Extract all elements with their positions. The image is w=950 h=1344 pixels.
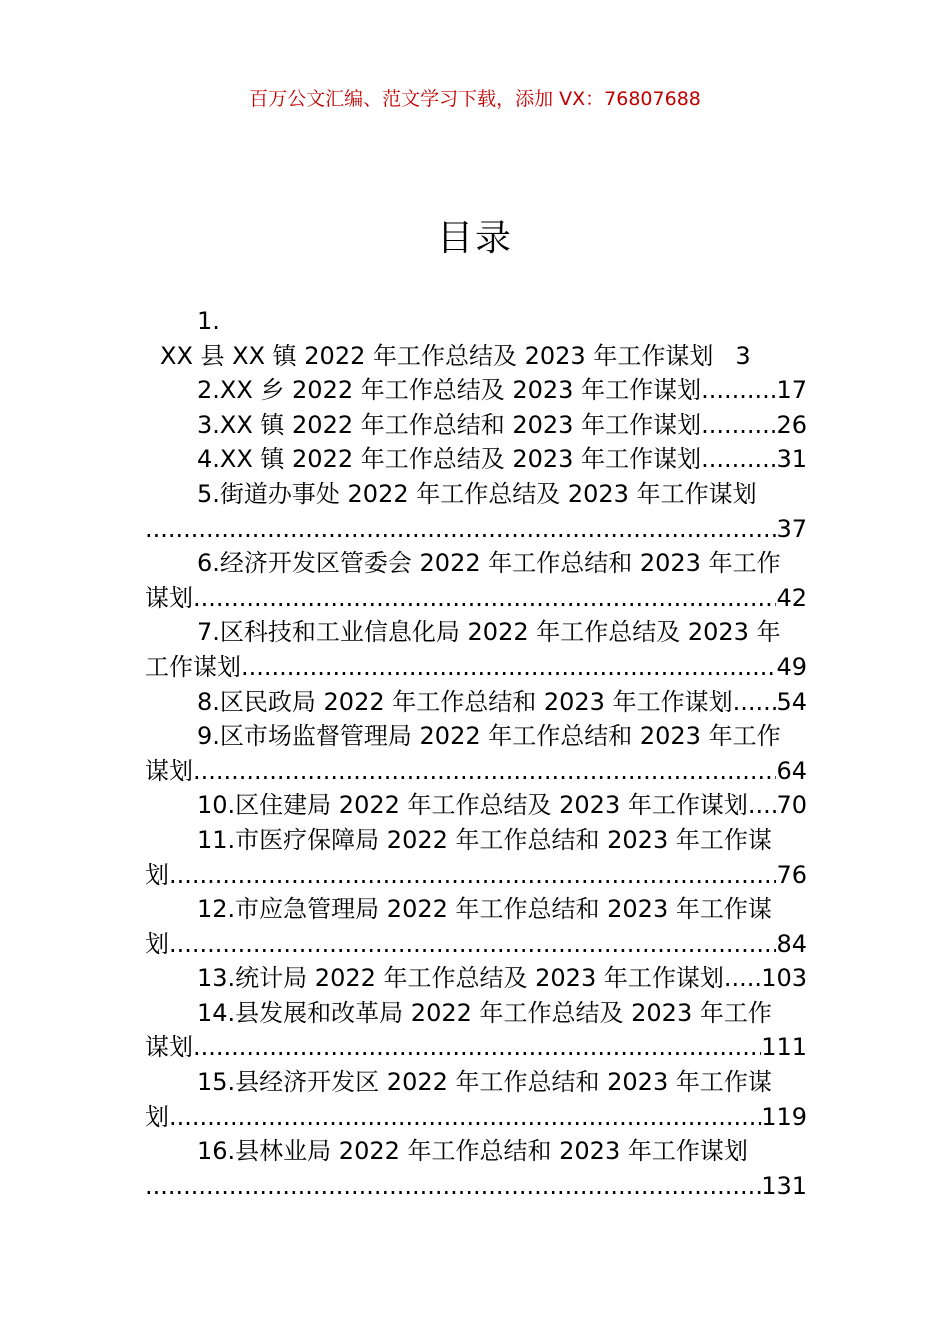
toc-entry-15[interactable] — [145, 1065, 807, 1134]
toc-entry-title: 6.经济开发区管委会 2022 年工作总结和 2023 年工作 — [197, 549, 781, 578]
toc-entry-page: 131 — [761, 1171, 807, 1200]
toc-entry-page: 103 — [761, 964, 807, 993]
toc-entry-title-cont: 划 — [145, 1102, 169, 1131]
table-of-contents — [145, 304, 807, 1203]
page-title: 目录 — [436, 218, 513, 259]
toc-entry-4[interactable] — [145, 442, 807, 477]
toc-entry-page: 70 — [776, 791, 807, 820]
toc-entry-title-cont: 谋划 — [145, 1033, 193, 1062]
toc-entry-title: 9.区市场监督管理局 2022 年工作总结和 2023 年工作 — [197, 722, 781, 751]
dot-leader — [241, 650, 776, 685]
dot-leader — [145, 512, 776, 547]
toc-entry-title: 10.区住建局 2022 年工作总结及 2023 年工作谋划 — [197, 791, 748, 820]
toc-entry-title: XX 县 XX 镇 2022 年工作总结及 2023 年工作谋划 — [160, 341, 714, 370]
dot-leader — [701, 373, 776, 408]
dot-leader — [169, 858, 776, 893]
toc-entry-title-cont: 谋划 — [145, 756, 193, 785]
toc-entry-page: 84 — [776, 929, 807, 958]
toc-entry-5[interactable] — [145, 477, 807, 546]
toc-entry-12[interactable] — [145, 892, 807, 961]
toc-entry-6[interactable] — [145, 546, 807, 615]
toc-entry-title-cont: 工作谋划 — [145, 652, 241, 681]
dot-leader — [193, 754, 776, 789]
toc-entry-3[interactable] — [145, 408, 807, 443]
toc-entry-8[interactable] — [145, 685, 807, 720]
toc-entry-title: 3.XX 镇 2022 年工作总结和 2023 年工作谋划 — [197, 410, 702, 439]
toc-entry-13[interactable] — [145, 961, 807, 996]
toc-entry-2[interactable] — [145, 373, 807, 408]
toc-entry-9[interactable] — [145, 719, 807, 788]
toc-entry-11[interactable] — [145, 823, 807, 892]
toc-entry-page: 42 — [776, 583, 807, 612]
dot-leader — [701, 408, 776, 443]
dot-leader — [724, 961, 761, 996]
toc-entry-page: 31 — [776, 445, 807, 474]
toc-entry-page: 76 — [776, 860, 807, 889]
toc-entry-title: 2.XX 乡 2022 年工作总结及 2023 年工作谋划 — [197, 376, 702, 405]
dot-leader — [145, 1169, 761, 1204]
toc-entry-title: 8.区民政局 2022 年工作总结和 2023 年工作谋划 — [197, 687, 733, 716]
toc-entry-number: 1. — [197, 307, 220, 335]
dot-leader — [193, 581, 776, 616]
toc-entry-title: 7.区科技和工业信息化局 2022 年工作总结及 2023 年 — [197, 618, 781, 647]
toc-entry-title: 13.统计局 2022 年工作总结及 2023 年工作谋划 — [197, 964, 724, 993]
dot-leader — [733, 685, 777, 720]
toc-entry-title: 16.县林业局 2022 年工作总结和 2023 年工作谋划 — [197, 1137, 748, 1166]
dot-leader — [701, 442, 776, 477]
toc-entry-title: 15.县经济开发区 2022 年工作总结和 2023 年工作谋 — [197, 1068, 772, 1097]
toc-entry-7[interactable] — [145, 615, 807, 684]
header-watermark-text: 百万公文汇编、范文学习下载，添加 VX：76807688 — [249, 88, 701, 110]
toc-entry-title: 11.市医疗保障局 2022 年工作总结和 2023 年工作谋 — [197, 825, 772, 854]
toc-entry-title-cont: 谋划 — [145, 583, 193, 612]
dot-leader — [193, 1030, 761, 1065]
toc-entry-title-cont: 划 — [145, 929, 169, 958]
toc-entry-10[interactable] — [145, 788, 807, 823]
toc-entry-page: 37 — [776, 514, 807, 543]
toc-entry-14[interactable] — [145, 996, 807, 1065]
toc-entry-title: 12.市应急管理局 2022 年工作总结和 2023 年工作谋 — [197, 895, 772, 924]
toc-entry-page: 49 — [776, 652, 807, 681]
dot-leader — [169, 927, 776, 962]
toc-entry-title: 5.街道办事处 2022 年工作总结及 2023 年工作谋划 — [197, 479, 757, 508]
dot-leader — [169, 1100, 761, 1135]
toc-entry-16[interactable] — [145, 1134, 807, 1203]
toc-entry-page: 3 — [735, 341, 751, 370]
toc-entry-page: 111 — [761, 1033, 807, 1062]
toc-entry-page: 17 — [776, 376, 807, 405]
toc-entry-page: 54 — [776, 687, 807, 716]
dot-leader — [748, 788, 777, 823]
toc-entry-title: 4.XX 镇 2022 年工作总结及 2023 年工作谋划 — [197, 445, 702, 474]
toc-entry-title: 14.县发展和改革局 2022 年工作总结及 2023 年工作 — [197, 998, 772, 1027]
toc-entry-page: 119 — [761, 1102, 807, 1131]
toc-entry-1[interactable] — [145, 304, 807, 373]
toc-entry-title-cont: 划 — [145, 860, 169, 889]
toc-entry-page: 26 — [776, 410, 807, 439]
toc-entry-page: 64 — [776, 756, 807, 785]
